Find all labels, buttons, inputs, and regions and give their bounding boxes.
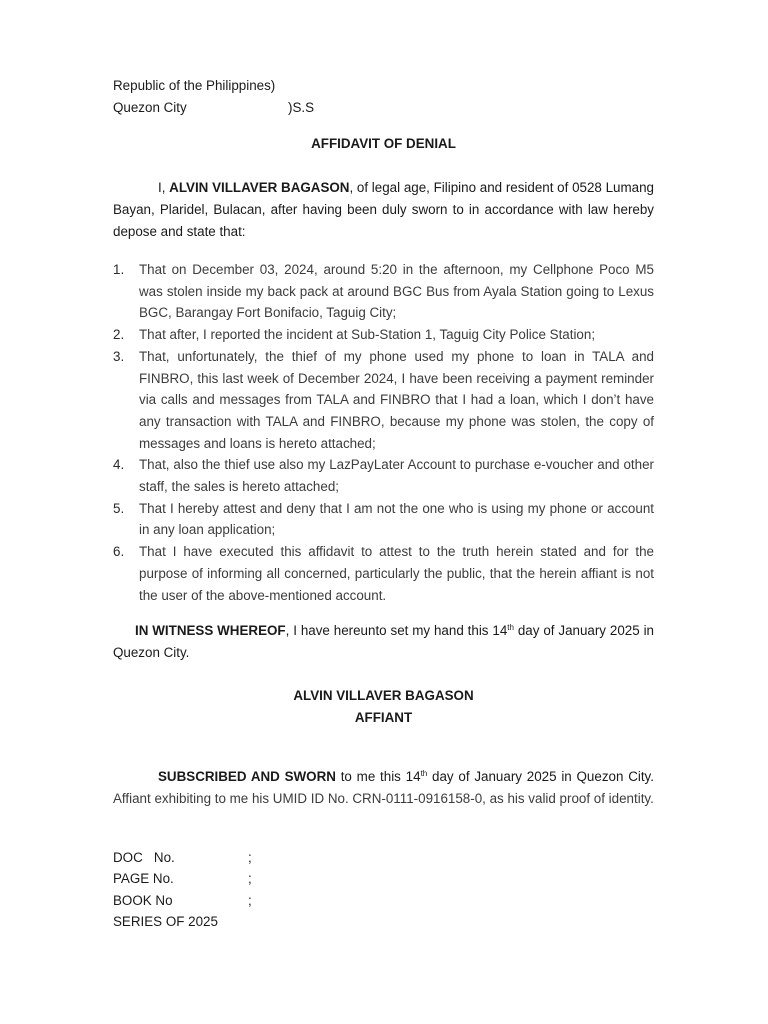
list-item [113, 324, 654, 346]
affiant-name-inline: ALVIN VILLAVER BAGASON [169, 180, 350, 195]
list-item [113, 346, 654, 455]
list-item-text: That after, I reported the incident at Sub-Station 1, Taguig City Police Station; [139, 327, 596, 343]
witness-bold: IN WITNESS WHEREOF [135, 623, 286, 638]
witness-text-1: , I have hereunto set my hand this 14 [285, 623, 508, 638]
list-item-number: 1. [113, 262, 125, 277]
jurat-text-1: to me this 14 [335, 769, 421, 784]
list-item-text: That I have executed this affidavit to attest to the truth herein stated and for the purpose of informing all concerned, particularly the public, that the herein affiant is not the user of the above-mentioned account. [139, 544, 654, 603]
jurat-text-3: Affiant exhibiting to me his UMID ID No. CRN-0111-0916158-0, as his valid proof of identity. [113, 791, 654, 806]
list-item [113, 454, 654, 497]
header-republic: Republic of the Philippines) [113, 78, 276, 93]
list-item-number: 2. [113, 327, 125, 343]
jurat-paragraph [113, 766, 654, 810]
list-item-number: 3. [113, 348, 125, 364]
notarial-page-semicolon: ; [248, 871, 252, 886]
list-item [113, 541, 654, 606]
witness-paragraph [113, 620, 654, 664]
witness-sup: th [507, 623, 514, 632]
jurat-bold: SUBSCRIBED AND SWORN [158, 769, 336, 784]
intro-paragraph [113, 177, 654, 243]
jurat-text-2: day of January 2025 in Quezon City. [427, 769, 654, 784]
list-item-number: 6. [113, 544, 125, 560]
notarial-doc-semicolon: ; [248, 850, 252, 865]
signature-role: AFFIANT [354, 710, 413, 725]
header-ss: )S.S [288, 100, 315, 115]
header-city-name: Quezon City [113, 100, 187, 115]
list-item-number: 4. [113, 457, 125, 473]
notarial-book-semicolon: ; [248, 893, 252, 908]
signature-name: ALVIN VILLAVER BAGASON [293, 688, 474, 703]
header-city [113, 100, 187, 116]
jurat-sup: th [420, 769, 428, 778]
notarial-doc: DOC No. [113, 850, 175, 865]
statement-list [113, 259, 654, 606]
document-title: AFFIDAVIT OF DENIAL [311, 136, 456, 151]
intro-post: , of legal age, Filipino and resident of 0528 Lumang Bayan, Plaridel, Bulacan, after having been duly sworn to in accordance with law hereby depose and state that: [113, 180, 654, 239]
list-item-text: That I hereby attest and deny that I am not the one who is using my phone or account in any loan application; [139, 500, 654, 538]
list-item-text: That, also the thief use also my LazPayLater Account to purchase e-voucher and other staff, the sales is hereto attached; [139, 457, 654, 495]
list-item [113, 259, 654, 324]
notarial-book: BOOK No [113, 893, 173, 908]
list-item-text: That on December 03, 2024, around 5:20 in the afternoon, my Cellphone Poco M5 was stolen inside my back pack at around BGC Bus from Ayala Station going to Lexus BGC, Barangay Fort Bonifacio, Taguig City; [139, 262, 654, 321]
intro-pre: I, [158, 180, 170, 195]
list-item-number: 5. [113, 500, 125, 516]
notarial-series: SERIES OF 2025 [113, 914, 218, 929]
list-item [113, 498, 654, 541]
notarial-page: PAGE No. [113, 871, 174, 886]
witness-text-2: day of January 2025 in Quezon City. [113, 623, 654, 660]
list-item-text: That, unfortunately, the thief of my phone used my phone to loan in TALA and FINBRO, this last week of December 2024, I have been receiving a payment reminder via calls and messages from TALA and FINBRO that I had a loan, which I don’t have any transaction with TALA and FINBRO, because my phone was stolen, the copy of messages and loans is hereto attached; [139, 348, 654, 451]
